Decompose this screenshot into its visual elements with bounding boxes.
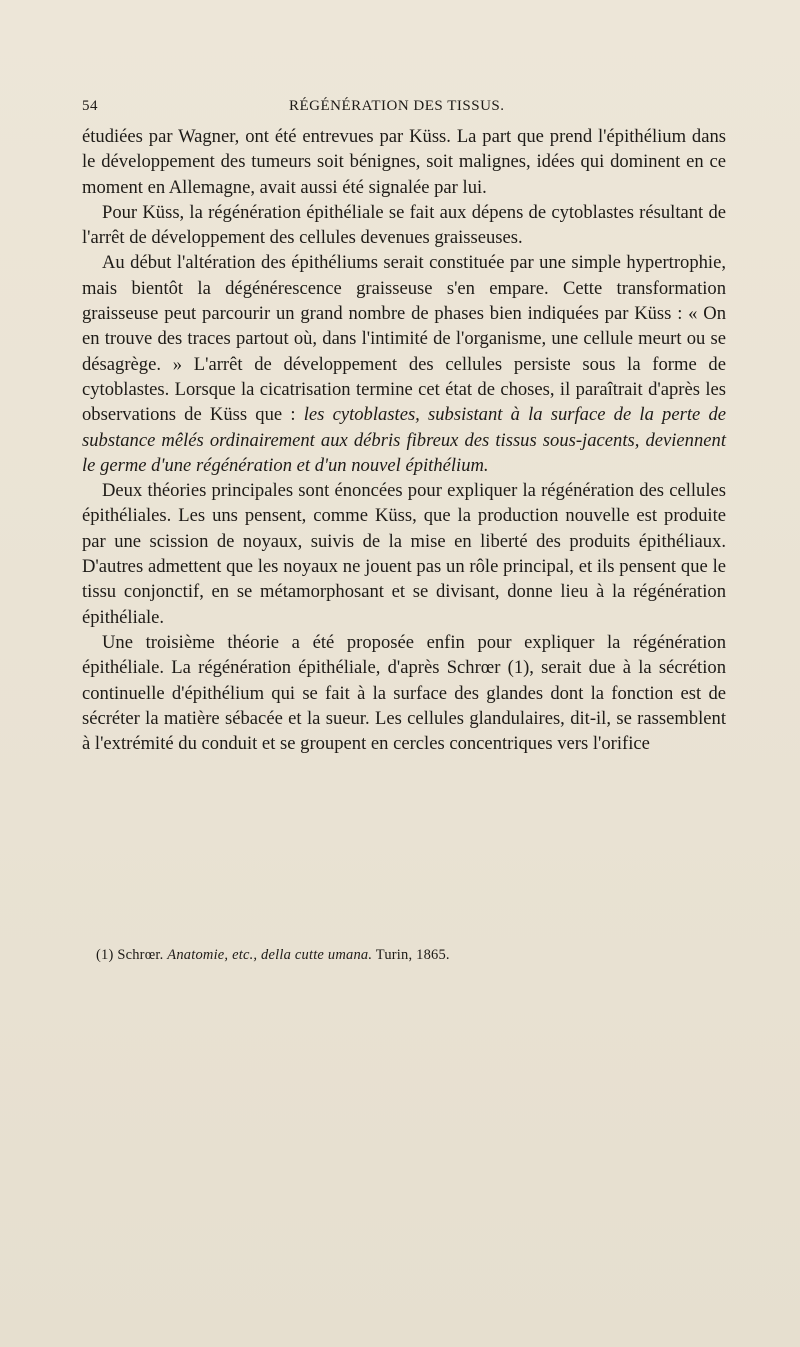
paragraph-3-text: Au début l'altération des épithéliums serait constituée par une simple hypertrophie, mais bientôt la dégénérescence graisseuse s'en empare. Cette transformation graisseuse peut parcourir un grand nombre de phases bien indiquées par Küss : « On en trouve des traces partout où, dans l'intimité de l'organisme, une cellule meurt ou se désagrège. » L'arrêt de développement des cellules persiste sous la forme de cytoblastes. Lorsque la cicatrisation termine cet état de choses, il paraîtrait d'après les observations de Küss que : xyxy=(82,252,726,426)
footnote-title: Anatomie, etc., della cutte umana. xyxy=(167,947,373,963)
footnote xyxy=(96,945,736,965)
footnote-marker: (1) Schrœr. xyxy=(96,947,164,963)
body-text xyxy=(82,124,726,756)
page-number: 54 xyxy=(82,98,98,114)
paragraph-2: Pour Küss, la régénération épithéliale se fait aux dépens de cytoblastes résultant de l'arrêt de développement des cellules devenues graisseuses. xyxy=(82,201,726,249)
paragraph-3 xyxy=(82,250,726,478)
footnote-rest: Turin, 1865. xyxy=(375,947,450,963)
page-header xyxy=(82,96,722,120)
running-title: RÉGÉNÉRATION DES TISSUS. xyxy=(289,98,505,114)
paragraph-5: Une troisième théorie a été proposée enfin pour expliquer la régénération épithéliale. La régénération épithéliale, d'après Schrœr (1), serait due à la sécrétion continuelle d'épithélium qui se fait à la surface des glandes dont la fonction est de sécréter la matière sébacée et la sueur. Les cellules glandulaires, dit-il, se rassemblent à l'extrémité du conduit et se groupent en cercles concentriques vers l'orifice xyxy=(82,631,726,755)
paragraph-3-italic-quote: les cytoblastes, subsistant à la surface de la perte de substance mêlés ordinairement aux débris fibreux des tissus sous-jacents, deviennent le germe d'une régénération et d'un nouvel épithélium. xyxy=(82,404,727,476)
paragraph-4: Deux théories principales sont énoncées pour expliquer la régénération des cellules épithéliales. Les uns pensent, comme Küss, que la production nouvelle est produite par une scission de noyaux, suivis de la mise en liberté des produits épithéliaux. D'autres admettent que les noyaux ne jouent pas un rôle principal, et ils pensent que le tissu conjonctif, en se métamorphosant et se divisant, donne lieu à la régénération épithéliale. xyxy=(82,480,726,628)
paragraph-1: étudiées par Wagner, ont été entrevues par Küss. La part que prend l'épithélium dans le développement des tumeurs soit bénignes, soit malignes, idées qui dominent en ce moment en Allemagne, avait aussi été signalée par lui. xyxy=(82,126,726,198)
